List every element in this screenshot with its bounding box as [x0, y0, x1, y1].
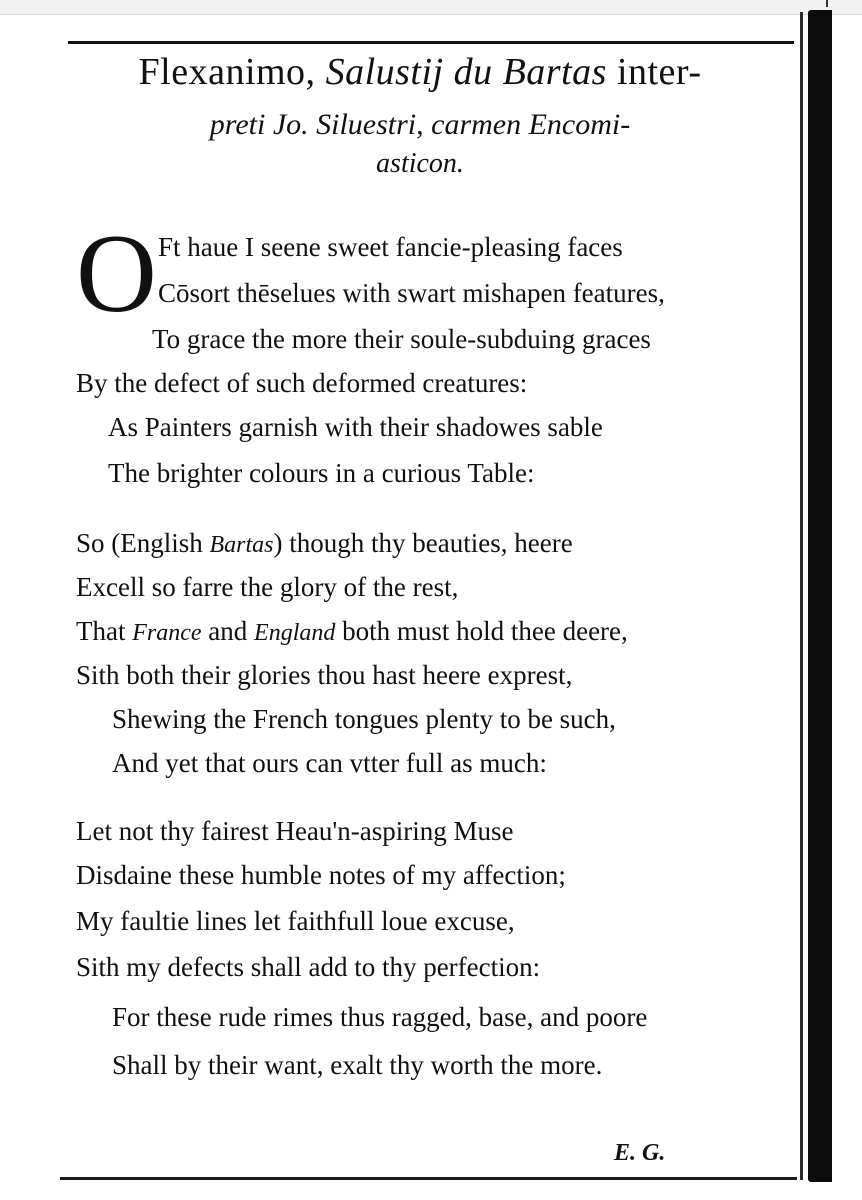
top-rule [68, 41, 794, 44]
stanza-1-line-6: The brighter colours in a curious Table: [108, 458, 535, 488]
stanza-2-france: France [132, 620, 202, 646]
stanza-2-line-6: And yet that ours can vtter full as much: [112, 748, 547, 778]
stanza-1-line-2: Cōsort thēselues with swart mishapen features, [158, 278, 665, 308]
stanza-2-england: England [254, 620, 336, 646]
stanza-2-line-3-e: both must hold thee deere, [335, 616, 628, 646]
title-author-name: Salustij du Bartas [325, 51, 607, 93]
stanza-3-line-4: Sith my defects shall add to thy perfection: [76, 952, 541, 982]
stanza-2-line-3 [76, 618, 628, 645]
page-gutter-shadow [808, 10, 832, 1182]
stanza-2-bartas: Bartas [209, 532, 274, 558]
stanza-3-line-2: Disdaine these humble notes of my affection; [76, 860, 566, 890]
stanza-2-line-1 [76, 530, 573, 557]
title-word-flexanimo: Flexanimo, [138, 51, 326, 93]
stanza-2-line-2: Excell so farre the glory of the rest, [76, 572, 459, 602]
scroll-marker [826, 0, 828, 7]
stanza-2-line-5: Shewing the French tongues plenty to be such, [112, 704, 616, 734]
stanza-2-line-4: Sith both their glories thou hast heere exprest, [76, 660, 573, 690]
stanza-3-line-3: My faultie lines let faithfull loue excuse, [76, 906, 515, 936]
stanza-3-line-1: Let not thy fairest Heau'n-aspiring Muse [76, 816, 514, 846]
stanza-2-line-1-a: So (English [76, 528, 210, 558]
page-gutter-edge [800, 12, 803, 1180]
stanza-1-line-3: To grace the more their soule-subduing graces [152, 324, 651, 354]
bottom-rule [60, 1177, 797, 1180]
stanza-1-line-5: As Painters garnish with their shadowes sable [108, 412, 603, 442]
title-line-1 [0, 50, 840, 94]
drop-capital: O [76, 212, 157, 336]
signature-initials: E. G. [614, 1140, 666, 1166]
title-line-3: asticon. [376, 148, 464, 179]
title-word-inter: inter- [606, 51, 702, 93]
stanza-1-line-4: By the defect of such deformed creatures: [76, 368, 528, 398]
title-line-2: preti Jo. Siluestri, carmen Encomi- [209, 108, 631, 141]
viewer-top-strip [0, 0, 862, 15]
stanza-2-line-3-a: That [76, 616, 133, 646]
stanza-3-line-6: Shall by their want, exalt thy worth the more. [112, 1050, 603, 1080]
stanza-2-line-1-c: ) though thy beauties, heere [273, 528, 573, 558]
stanza-2-line-3-c: and [201, 616, 255, 646]
stanza-3-line-5: For these rude rimes thus ragged, base, and poore [112, 1002, 648, 1032]
stanza-1-line-1: Ft haue I seene sweet fancie-pleasing faces [158, 232, 623, 262]
